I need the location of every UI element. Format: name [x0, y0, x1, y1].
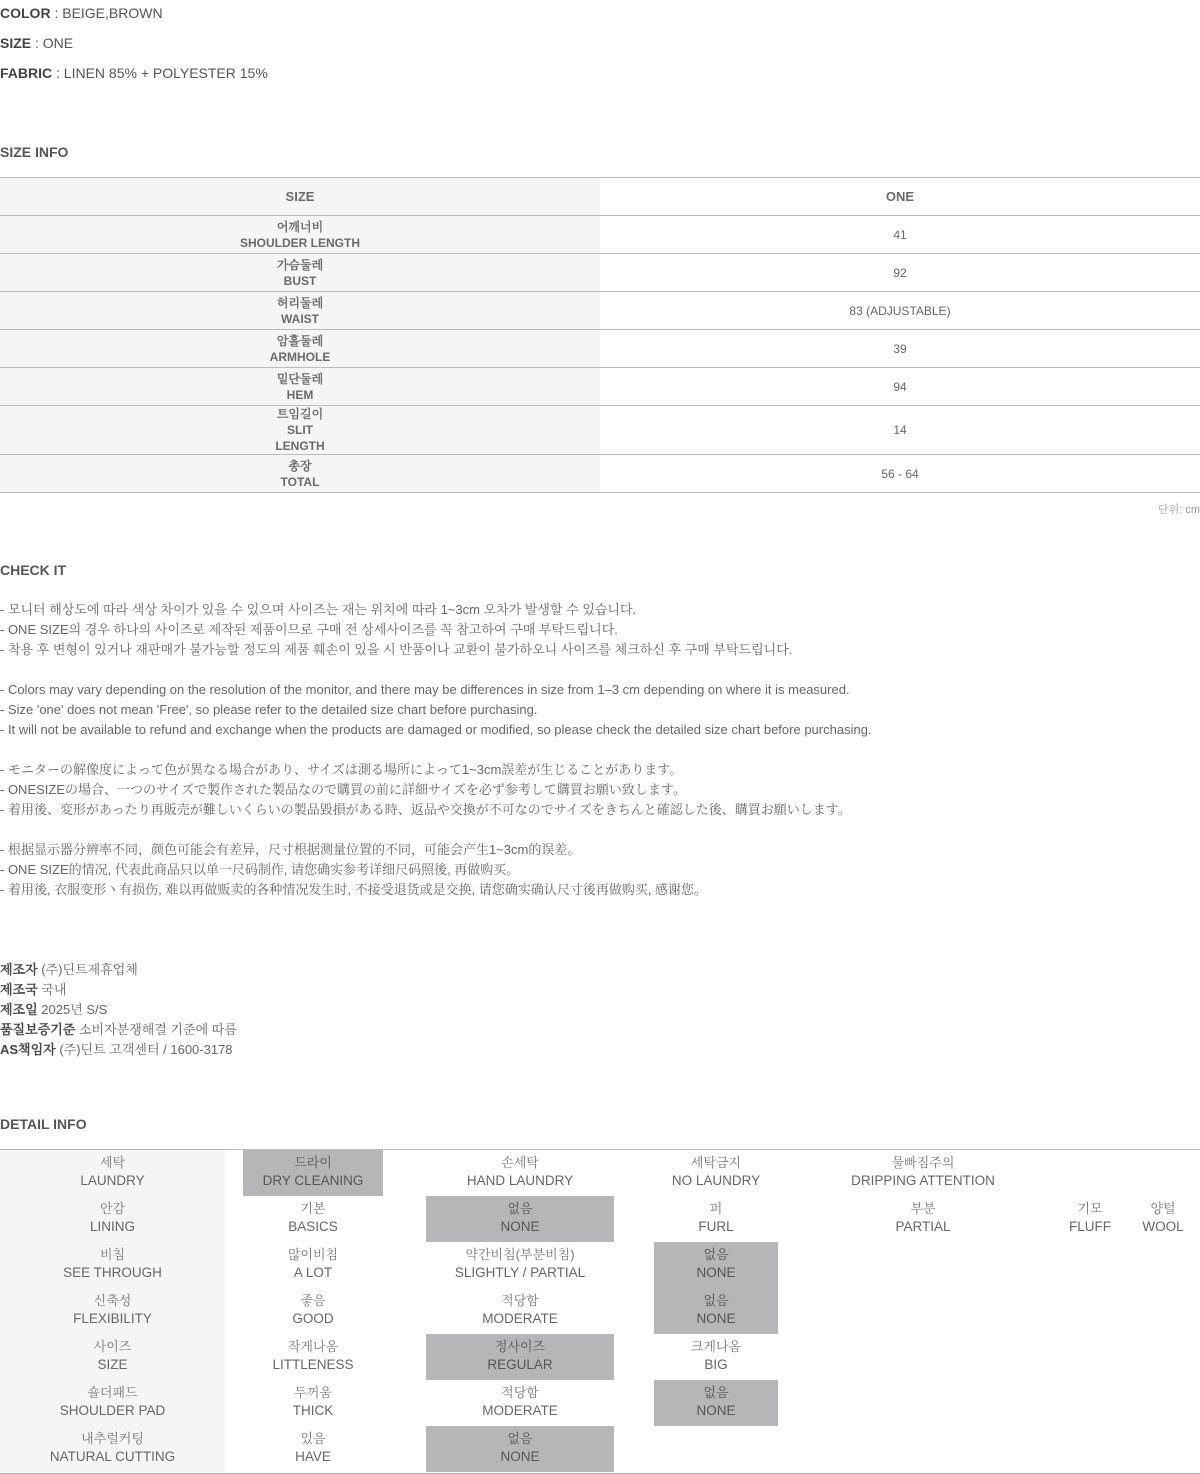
option-ko: 물빠짐주의: [891, 1155, 955, 1170]
table-row: [0, 406, 1200, 455]
option-en: GOOD: [292, 1311, 334, 1326]
maker-line: [0, 1020, 237, 1040]
option-good: [243, 1288, 383, 1334]
option-ko: 좋음: [300, 1293, 326, 1308]
option-ko: 없음: [703, 1385, 729, 1400]
option-en: MODERATE: [482, 1403, 558, 1418]
size-row-label: [0, 254, 600, 292]
maker-line: [0, 1000, 237, 1020]
option-big: [654, 1334, 778, 1380]
label-en: BUST: [283, 273, 317, 288]
notes-chinese: [0, 840, 707, 900]
option-littleness: [243, 1334, 383, 1380]
label-en: HEM: [286, 387, 314, 402]
label-ko: 허리둘레: [276, 295, 324, 310]
detail-label-laundry: [0, 1150, 225, 1196]
note-line: - 根据显示器分辨率不同，颜色可能会有差异，尺寸根据测量位置的不同，可能会产生1~3cm的误差。: [0, 842, 581, 857]
option-a-lot: [243, 1242, 383, 1288]
label-en: LINING: [89, 1219, 135, 1234]
option-en: A LOT: [293, 1265, 333, 1280]
spec-size: [0, 35, 73, 51]
size-row-value: 94: [600, 368, 1200, 406]
spec-size-key: SIZE: [0, 35, 32, 51]
notes-english: [0, 680, 872, 740]
table-row: [0, 254, 1200, 292]
option-ko: 세탁금지: [690, 1155, 742, 1170]
maker-line: [0, 1040, 237, 1060]
size-row-value: 92: [600, 254, 1200, 292]
option-dripping-attention: [843, 1150, 1003, 1196]
option-en: MODERATE: [482, 1311, 558, 1326]
option-en: DRIPPING ATTENTION: [851, 1173, 995, 1188]
option-ko: 손세탁: [501, 1155, 539, 1170]
label-ko: 가슴둘레: [276, 257, 324, 272]
size-table-header: [0, 178, 1200, 216]
size-row-label: [0, 406, 600, 455]
option-ko: 작게나옴: [287, 1339, 339, 1354]
option-ko: 약간비침(부분비침): [465, 1247, 575, 1262]
label-ko: 신축성: [93, 1293, 132, 1308]
label-ko: 총장: [288, 458, 312, 473]
unit-note: 단위: cm: [1157, 504, 1200, 516]
option-none: [426, 1426, 614, 1472]
note-line: - It will not be available to refund and exchange when the products are damaged or modified, so please check the detailed size chart before purchasing.: [0, 722, 872, 737]
label-ko: 내추럴커팅: [81, 1431, 144, 1446]
label-en: SHOULDER PAD: [59, 1403, 166, 1418]
maker-key: 제조국: [0, 982, 38, 997]
note-line: - Size 'one' does not mean 'Free', so please refer to the detailed size chart before purchasing.: [0, 702, 538, 717]
option-en: BASICS: [288, 1219, 338, 1234]
maker-key: 제조자: [0, 962, 38, 977]
size-header-value: ONE: [600, 178, 1200, 216]
option-none: [654, 1242, 778, 1288]
option-en: NONE: [500, 1219, 540, 1234]
size-row-value: 14: [600, 406, 1200, 455]
notes-korean: [0, 600, 792, 660]
option-ko: 퍼: [709, 1201, 723, 1216]
label-en: SIZE: [97, 1357, 128, 1372]
option-slightly-partial: [426, 1242, 614, 1288]
option-ko: 정사이즈: [494, 1339, 546, 1354]
option-furl: [654, 1196, 778, 1242]
option-moderate: [426, 1380, 614, 1426]
option-ko: 있음: [300, 1431, 326, 1446]
maker-key: 품질보증기준: [0, 1022, 76, 1037]
maker-line: [0, 960, 237, 980]
option-fluff: [1055, 1196, 1125, 1242]
table-row: [0, 292, 1200, 330]
size-row-value: 41: [600, 216, 1200, 254]
spec-color-key: COLOR: [0, 5, 51, 21]
label-en: WAIST: [281, 311, 319, 326]
label-ko: 사이즈: [93, 1339, 132, 1354]
table-row: [0, 216, 1200, 254]
option-wool: [1130, 1196, 1196, 1242]
maker-info: [0, 960, 237, 1060]
label-ko: 밑단둘레: [276, 371, 324, 386]
label-ko: 숄더패드: [87, 1385, 138, 1400]
option-en: REGULAR: [487, 1357, 553, 1372]
option-en: LITTLENESS: [272, 1357, 354, 1372]
option-ko: 양털: [1150, 1201, 1176, 1216]
option-en: NONE: [696, 1311, 736, 1326]
option-ko: 드라이: [294, 1155, 332, 1170]
detail-label-lining: [0, 1196, 225, 1242]
option-ko: 부분: [910, 1201, 936, 1216]
spec-fabric-key: FABRIC: [0, 65, 53, 81]
table-row: [0, 330, 1200, 368]
size-row-label: [0, 368, 600, 406]
size-row-label: [0, 292, 600, 330]
option-partial: [843, 1196, 1003, 1242]
option-en: NONE: [696, 1265, 736, 1280]
option-none: [654, 1288, 778, 1334]
note-line: - モニターの解像度によって色が異なる場合があり、サイズは測る場所によって1~3cm誤差が生じることがあります。: [0, 762, 683, 777]
option-en: HAND LAUNDRY: [466, 1173, 574, 1188]
option-en: NONE: [696, 1403, 736, 1418]
note-line: - Colors may vary depending on the resolution of the monitor, and there may be differences in size from 1–3 cm depending on where it is measured.: [0, 682, 850, 697]
size-row-label: [0, 330, 600, 368]
option-ko: 없음: [703, 1247, 729, 1262]
maker-value: (주)딘트제휴업체: [37, 962, 138, 977]
option-en: WOOL: [1142, 1219, 1184, 1234]
label-ko: 어깨너비: [276, 219, 324, 234]
maker-line: [0, 980, 237, 1000]
option-en: PARTIAL: [895, 1219, 951, 1234]
spec-fabric-value: : LINEN 85% + POLYESTER 15%: [52, 65, 268, 81]
option-en: THICK: [292, 1403, 334, 1418]
size-row-label: [0, 216, 600, 254]
option-en: NONE: [500, 1449, 540, 1464]
size-header-label: SIZE: [0, 178, 600, 216]
option-none: [426, 1196, 614, 1242]
table-row: [0, 455, 1200, 493]
note-line: - 着用後, 衣服变形丶有损伤, 难以再做贩卖的各种情况发生时, 不接受退货或是交换, 请您确实确认尺寸後再做购买, 感谢您。: [0, 882, 708, 897]
notes-japanese: [0, 760, 851, 820]
size-row-label: [0, 455, 600, 493]
detail-label-natural-cutting: [0, 1426, 225, 1472]
note-line: - ONESIZEの場合、一つのサイズで製作された製品なので購買の前に詳細サイズを必ず参考して購買お願い致します。: [0, 782, 686, 797]
option-ko: 기모: [1077, 1201, 1103, 1216]
size-row-value: 39: [600, 330, 1200, 368]
detail-label-shoulder-pad: [0, 1380, 225, 1426]
label-en: SEE THROUGH: [63, 1265, 162, 1280]
option-moderate: [426, 1288, 614, 1334]
label-ko: 세탁: [99, 1155, 126, 1170]
option-no-laundry: [654, 1150, 778, 1196]
option-thick: [243, 1380, 383, 1426]
label-en: FLEXIBILITY: [73, 1311, 152, 1326]
option-en: HAVE: [295, 1449, 331, 1464]
maker-value: (주)딘트 고객센터 / 1600-3178: [55, 1042, 233, 1057]
option-en: NO LAUNDRY: [671, 1173, 761, 1188]
note-line: - ONE SIZE의 경우 하나의 사이즈로 제작된 제품이므로 구매 전 상세사이즈를 꼭 참고하여 구매 부탁드립니다.: [0, 622, 618, 637]
detail-info-heading: DETAIL INFO: [0, 1116, 87, 1132]
option-dry-cleaning: [243, 1150, 383, 1196]
maker-key: AS책임자: [0, 1042, 56, 1057]
option-ko: 기본: [300, 1201, 326, 1216]
option-ko: 적당함: [501, 1385, 539, 1400]
maker-value: 소비자분쟁해결 기준에 따름: [75, 1022, 237, 1037]
option-ko: 많이비침: [287, 1247, 339, 1262]
note-line: - 착용 후 변형이 있거나 재판매가 불가능할 정도의 제품 훼손이 있을 시 반품이나 교환이 불가하오니 사이즈를 체크하신 후 구매 부탁드립니다.: [0, 642, 793, 657]
option-ko: 없음: [507, 1201, 533, 1216]
check-it-heading: CHECK IT: [0, 562, 67, 578]
option-en: DRY CLEANING: [262, 1173, 364, 1188]
size-table: [0, 177, 1200, 493]
size-info-heading: SIZE INFO: [0, 144, 69, 160]
option-none: [654, 1380, 778, 1426]
label-en: SHOULDER LENGTH: [240, 235, 360, 250]
label-en: SLIT: [287, 423, 313, 437]
option-basics: [243, 1196, 383, 1242]
option-ko: 없음: [703, 1293, 729, 1308]
note-line: - 모니터 해상도에 따라 색상 차이가 있을 수 있으며 사이즈는 재는 위치에 따라 1~3cm 오차가 발생할 수 있습니다.: [0, 602, 637, 617]
table-row: [0, 368, 1200, 406]
maker-value: 2025년 S/S: [37, 1002, 108, 1017]
option-en: FLUFF: [1069, 1219, 1111, 1234]
label-en: TOTAL: [280, 474, 320, 489]
label-ko: 트임길이: [276, 407, 324, 421]
label-ko: 안감: [99, 1201, 126, 1216]
detail-label-flexibility: [0, 1288, 225, 1334]
option-hand-laundry: [426, 1150, 614, 1196]
size-row-value: 56 - 64: [600, 455, 1200, 493]
note-line: - ONE SIZE的情况, 代表此商品只以单一尺码制作, 请您确实参考详细尺码照後, 再做购买。: [0, 862, 520, 877]
label-ko: 비침: [99, 1247, 126, 1262]
option-en: BIG: [704, 1357, 728, 1372]
option-regular: [426, 1334, 614, 1380]
detail-info-grid: [0, 1149, 1200, 1474]
spec-color: [0, 5, 163, 21]
option-en: SLIGHTLY / PARTIAL: [454, 1265, 586, 1280]
spec-color-value: : BEIGE,BROWN: [50, 5, 163, 21]
label-en: NATURAL CUTTING: [49, 1449, 176, 1464]
spec-size-value: : ONE: [31, 35, 74, 51]
option-ko: 없음: [507, 1431, 533, 1446]
label-ko: 암홀둘레: [276, 333, 324, 348]
option-en: FURL: [698, 1219, 734, 1234]
label-en-2: LENGTH: [275, 439, 325, 453]
detail-label-see-through: [0, 1242, 225, 1288]
maker-key: 제조일: [0, 1002, 38, 1017]
option-have: [243, 1426, 383, 1472]
maker-value: 국내: [37, 982, 67, 997]
option-ko: 두꺼움: [294, 1385, 332, 1400]
option-ko: 크게나옴: [690, 1339, 742, 1354]
size-row-value: 83 (ADJUSTABLE): [600, 292, 1200, 330]
option-ko: 적당함: [501, 1293, 539, 1308]
spec-fabric: [0, 65, 268, 81]
detail-label-size: [0, 1334, 225, 1380]
note-line: - 着用後、変形があったり再販売が難しいくらいの製品毀損がある時、返品や交換が不可なのでサイズをきちんと確認した後、購買お願いします。: [0, 802, 851, 817]
label-en: LAUNDRY: [80, 1173, 145, 1188]
label-en: ARMHOLE: [269, 349, 331, 364]
